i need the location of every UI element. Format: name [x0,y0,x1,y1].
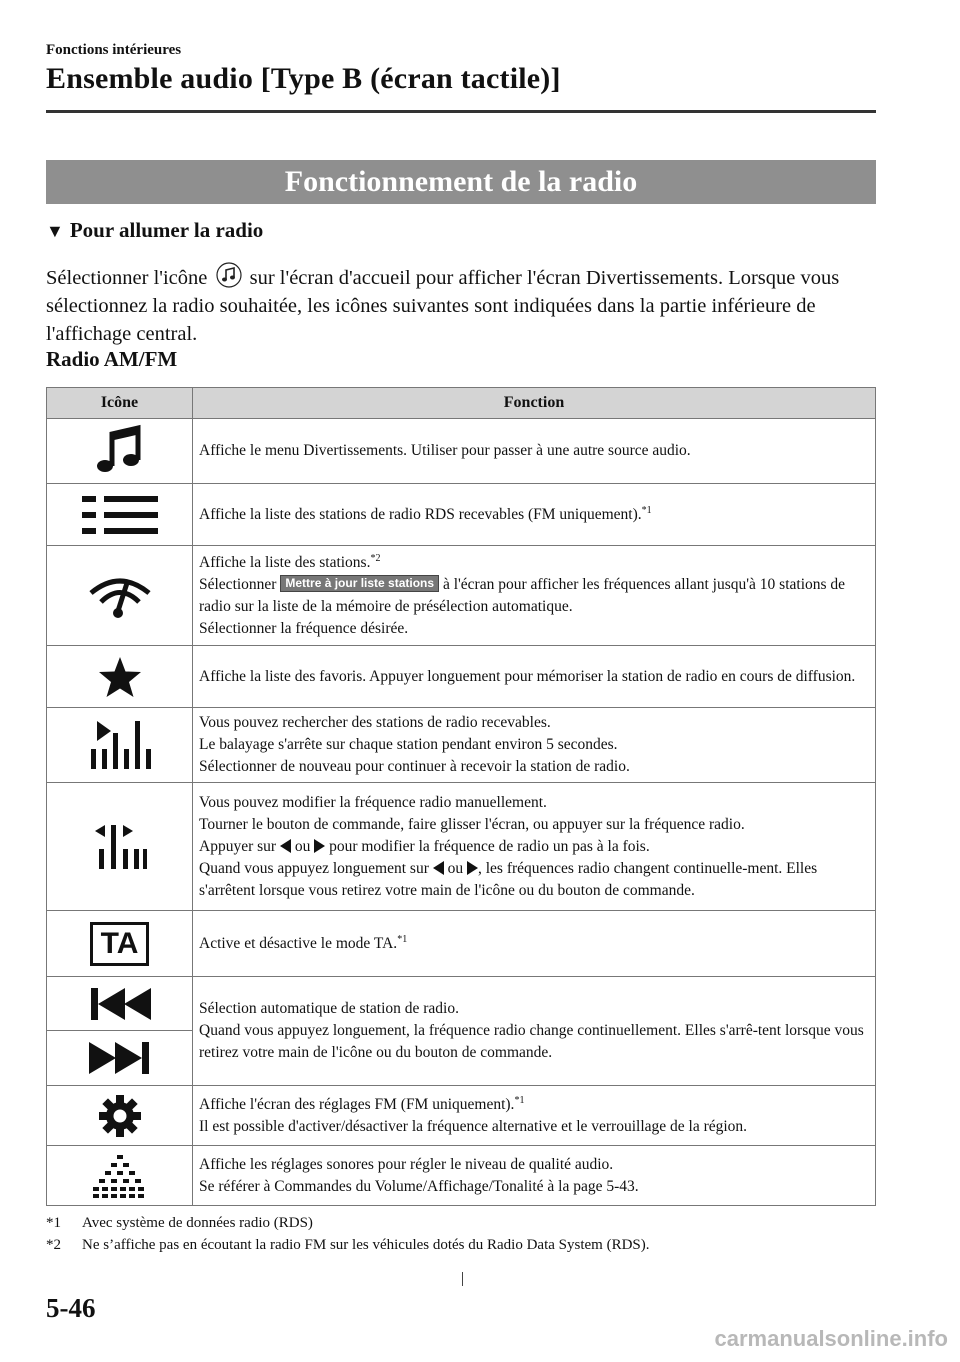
table-row [47,419,876,484]
scan-icon [89,719,151,771]
icon-cell [47,977,193,1086]
intro-before-icon: Sélectionner l'icône [46,267,208,289]
function-cell: Vous pouvez rechercher des stations de radio recevables. Le balayage s'arrête sur chaque station pendant environ 5 secondes. Sélectionner de nouveau pour continuer à recevoir la station de radio. [193,708,876,783]
intro-after-icon: sur l'écran d'accueil pour afficher l'écran Divertissements. Lorsque vous sélectionnez la radio souhaitée, les icônes suivantes sont indiquées dans la partie inférieure de l'affichage central. [46,267,840,345]
left-triangle-icon [433,861,444,875]
function-cell: Affiche la liste des stations de radio RDS recevables (FM uniquement).$^{*1}$ [193,484,876,546]
icon-cell [47,646,193,708]
right-triangle-icon [467,861,478,875]
icon-cell [47,546,193,646]
section-banner: Fonctionnement de la radio [46,160,876,204]
icon-cell [47,708,193,783]
table-header-row [47,388,876,419]
manual-tune-icon [93,823,147,871]
footnote: *1 Avec système de données radio (RDS) [46,1215,313,1231]
section-label: Fonctions intérieures [46,42,182,58]
radio-signal-icon [85,571,155,621]
icon-cell [47,484,193,546]
right-triangle-icon [314,839,325,853]
update-station-list-button: Mettre à jour liste stations [280,575,439,592]
music-note-icon [90,424,150,478]
function-cell: Sélection automatique de station de radio. Quand vous appuyez longuement, la fréquence radio change continuellement. Elles s'arrê-tent lorsque vous retirez votre main de l'icône ou du bouton de commande. [193,977,876,1086]
footnote: *2 Ne s’affiche pas en écoutant la radio FM sur les véhicules dotés du Radio Data System (RDS). [46,1237,650,1253]
header-function: Fonction [193,388,876,419]
table-row [47,484,876,546]
page-title: Ensemble audio [Type B (écran tactile)] [46,62,561,95]
left-triangle-icon [280,839,291,853]
skip-forward-icon [89,1040,151,1076]
list-icon [80,493,160,537]
icon-cell [47,1086,193,1146]
function-cell: Affiche la liste des stations.$^{*2}$ Sélectionner Mettre à jour liste stations à l'écran pour afficher les fréquences allant jusqu'à 10 stations de radio sur la liste de la mémoire de présélection automatique. Sélectionner la fréquence désirée. [193,546,876,646]
header-icon: Icône [47,388,193,419]
equalizer-icon [93,1153,147,1199]
table-row [47,783,876,911]
gear-icon [98,1094,142,1138]
function-cell: Affiche la liste des favoris. Appuyer longuement pour mémoriser la station de radio en cours de diffusion. [193,646,876,708]
table-row [47,1146,876,1206]
function-cell: Affiche les réglages sonores pour régler le niveau de qualité audio. Se référer à Commandes du Volume/Affichage/Tonalité à la page 5-43. [193,1146,876,1206]
function-cell: Active et désactive le mode TA.$^{*1}$ [193,911,876,977]
function-table [46,387,876,1206]
icon-cell [47,1146,193,1206]
table-row [47,646,876,708]
watermark: carmanualsonline.info [714,1326,948,1351]
icon-cell [47,911,193,977]
table-row [47,911,876,977]
icon-cell [47,783,193,911]
function-cell: Vous pouvez modifier la fréquence radio manuellement. Tourner le bouton de commande, faire glisser l'écran, ou appuyer sur la fréquence radio. Appuyer sur ou pour modifier la fréquence de radio un pas à la fois. Quand vous appuyez longuement sur ou , les fréquences radio changent continuelle-ment. Elles s'arrêtent lorsque vous retirez votre main de l'icône ou du bouton de commande. [193,783,876,911]
triangle-marker-icon: ▼ [46,221,64,241]
footnotes [46,1212,876,1256]
page-number: 5-46 [46,1293,96,1323]
title-rule [46,110,876,113]
intro-paragraph [46,262,876,348]
function-cell: Affiche l'écran des réglages FM (FM uniquement).$^{*1}$ Il est possible d'activer/désactiver la fréquence alternative et le verrouillage de la région. [193,1086,876,1146]
subheading [46,218,263,243]
skip-back-icon [89,986,151,1022]
center-tick [462,1272,463,1286]
subheading-text: Pour allumer la radio [69,218,264,242]
icon-cell [47,419,193,484]
function-cell: Affiche le menu Divertissements. Utiliser pour passer à une autre source audio. [193,419,876,484]
ta-icon: TA [90,922,150,966]
table-row [47,708,876,783]
music-note-icon [216,262,242,288]
star-icon [98,656,142,698]
table-row [47,977,876,1086]
table-row [47,546,876,646]
radio-heading: Radio AM/FM [46,347,178,371]
table-row [47,1086,876,1146]
